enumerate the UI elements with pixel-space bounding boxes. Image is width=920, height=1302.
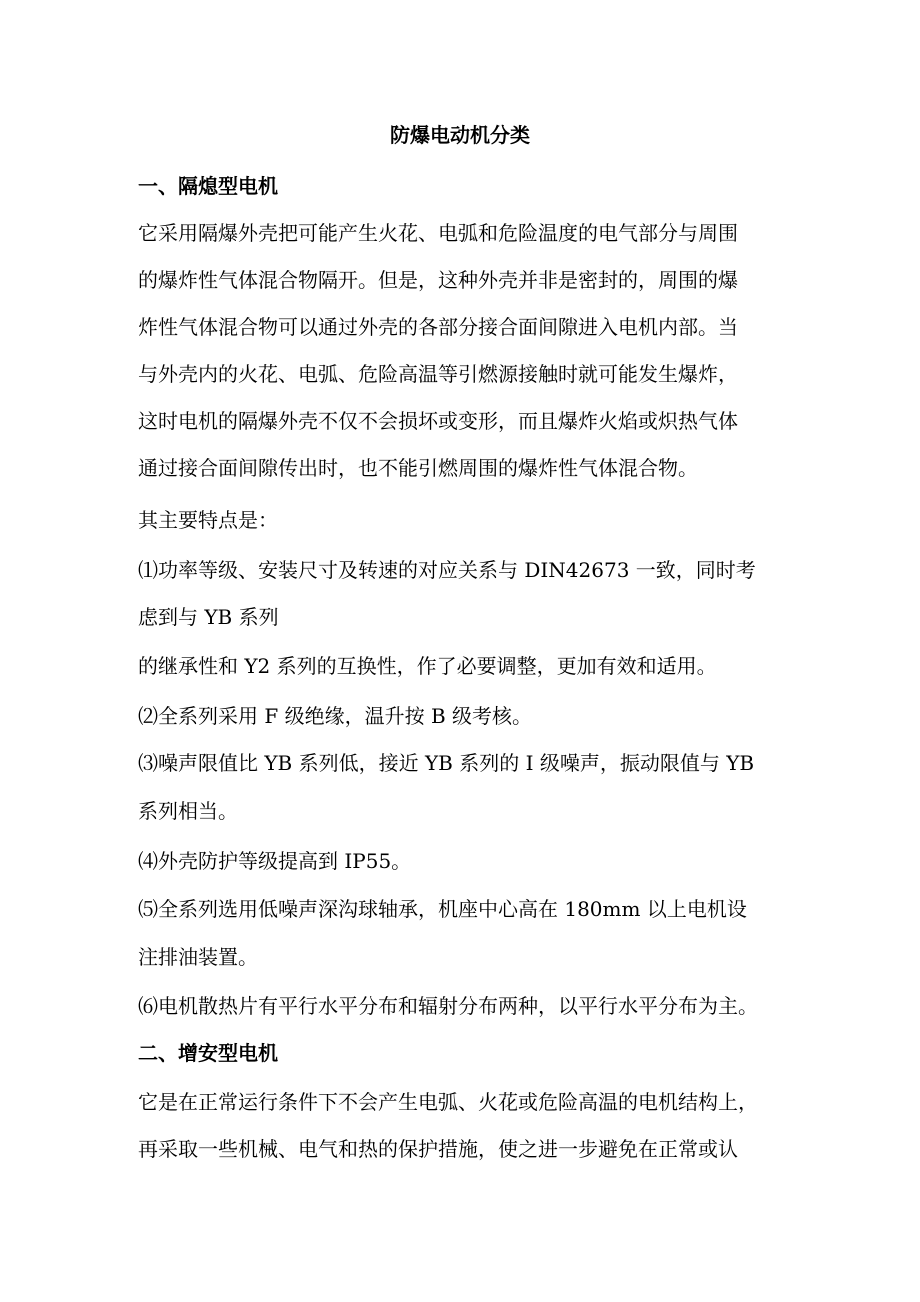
section-2-paragraph-line: 再采取一些机械、电气和热的保护措施，使之进一步避免在正常或认 bbox=[138, 1137, 738, 1161]
section-1-paragraph-line: 的爆炸性气体混合物隔开。但是，这种外壳并非是密封的，周围的爆 bbox=[138, 268, 738, 292]
section-1-paragraph-line: 与外壳内的火花、电弧、危险高温等引燃源接触时就可能发生爆炸， bbox=[138, 362, 738, 386]
section-2-heading: 二、增安型电机 bbox=[138, 1041, 278, 1065]
feature-line: ⑵全系列采用 F 级绝缘，温升按 B 级考核。 bbox=[138, 704, 533, 728]
features-intro: 其主要特点是： bbox=[138, 508, 278, 532]
feature-line: ⑹电机散热片有平行水平分布和辐射分布两种，以平行水平分布为主。 bbox=[138, 994, 758, 1018]
section-2-paragraph-line: 它是在正常运行条件下不会产生电弧、火花或危险高温的电机结构上， bbox=[138, 1090, 758, 1114]
section-1-paragraph-line: 炸性气体混合物可以通过外壳的各部分接合面间隙进入电机内部。当 bbox=[138, 315, 738, 339]
feature-line: 的继承性和 Y2 系列的互换性，作了必要调整，更加有效和适用。 bbox=[138, 654, 717, 678]
feature-line: ⑷外壳防护等级提高到 IP55。 bbox=[138, 849, 412, 873]
section-1-paragraph-line: 这时电机的隔爆外壳不仅不会损坏或变形，而且爆炸火焰或炽热气体 bbox=[138, 409, 738, 433]
section-1-paragraph-line: 它采用隔爆外壳把可能产生火花、电弧和危险温度的电气部分与周围 bbox=[138, 221, 738, 245]
feature-line: 系列相当。 bbox=[138, 799, 238, 823]
feature-line: ⑴功率等级、安装尺寸及转速的对应关系与 DIN42673 一致，同时考 bbox=[138, 558, 756, 582]
feature-line: ⑶噪声限值比 YB 系列低，接近 YB 系列的 I 级噪声，振动限值与 YB bbox=[138, 751, 755, 775]
section-1-heading: 一、隔熄型电机 bbox=[138, 174, 278, 198]
document-title: 防爆电动机分类 bbox=[390, 123, 530, 147]
section-1-paragraph-line: 通过接合面间隙传出时，也不能引燃周围的爆炸性气体混合物。 bbox=[138, 456, 698, 480]
feature-line: ⑸全系列选用低噪声深沟球轴承，机座中心高在 180mm 以上电机设 bbox=[138, 897, 747, 921]
feature-line: 注排油装置。 bbox=[138, 945, 258, 969]
feature-line: 虑到与 YB 系列 bbox=[138, 605, 279, 629]
